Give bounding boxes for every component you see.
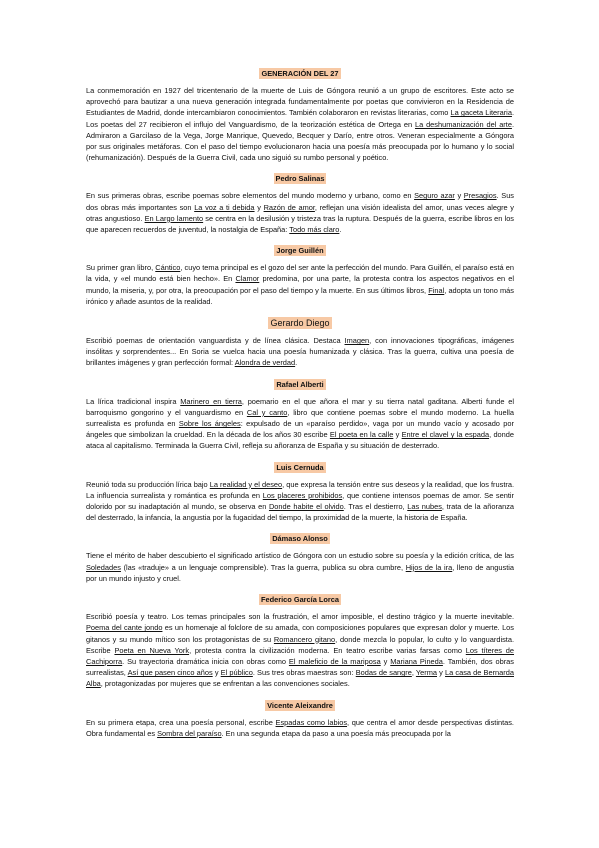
section-heading-jorge-guillen — [86, 245, 514, 257]
section-heading-text: Vicente Aleixandre — [267, 700, 333, 710]
paragraph-text: Reunió toda su producción lírica bajo — [86, 479, 210, 489]
paragraph-text: , trata de la añoranza del desterrado, la infancia, la angustia por la fugacidad del tiempo, la proximidad de la muerte, la historia de España. — [86, 502, 514, 523]
work-title: Romancero gitano — [273, 634, 336, 644]
paragraph-text: , con innovaciones tipográficas, imágenes insólitas y sorprendentes... En Soria se vuelca hacia una poesía humanizada y clásica. Tras la guerra, cultiva una poesía de brillantes imágenes y gran perfección formal: — [86, 336, 514, 368]
paragraph-text: , protesta contra la civilización moderna. En teatro escribe varias farsas como — [189, 645, 466, 655]
work-title: Poeta en Nueva York — [114, 645, 190, 655]
work-title: Las nubes — [407, 502, 442, 512]
section-heading-text: Rafael Alberti — [276, 379, 324, 389]
work-title: Espadas como labios — [275, 717, 348, 727]
paragraph-text: Su primer gran libro, — [86, 263, 156, 273]
section-heading-text: Federico García Lorca — [260, 595, 340, 605]
work-title: La realidad y el deseo — [209, 479, 283, 489]
section-heading-gerardo-diego — [86, 317, 514, 330]
work-title: Bodas de sangre — [355, 668, 412, 678]
work-title: Yerma — [415, 668, 438, 678]
paragraph-text: . — [339, 225, 342, 235]
work-title: Clamor — [235, 274, 260, 284]
section-paragraph-jorge-guillen — [86, 262, 514, 307]
section-paragraph-federico-garcia-lorca — [86, 611, 514, 689]
work-title: Sobre los ángeles — [178, 419, 241, 429]
work-title: Así que pasen cinco años — [127, 668, 213, 678]
work-title: Donde habite el olvido — [268, 502, 344, 512]
paragraph-text: : expulsado de un «paraíso perdido», vaga por un mundo vacío y acosado por ángeles que simbolizan la crueldad. En la década de los años 30 escribe — [86, 419, 514, 440]
work-title: La deshumanización del arte — [414, 119, 512, 129]
paragraph-text: , cuyo tema principal es el gozo del ser ante la perfección del mundo. Para Guillén, el paraíso está en la vida, y «el mundo está bien hecho». En — [86, 263, 514, 284]
section-paragraph-pedro-salinas — [86, 190, 514, 235]
work-title: Alondra de verdad — [234, 358, 296, 368]
section-paragraph-gerardo-diego — [86, 335, 514, 369]
paragraph-text: , que centra el amor desde perspectivas distintas. Obra fundamental es — [86, 717, 514, 738]
paragraph-text: se centra en la desilusión y tristeza tras la ruptura. Después de la guerra, escribe libros en los que aparecen recuerdos de juventud, la nostalgia de España: — [86, 213, 515, 235]
paragraph-text: , protagonizadas por mujeres que se enfrentan a las convenciones sociales. — [100, 679, 350, 689]
work-title: Mariana Pineda — [390, 656, 443, 666]
section-heading-text: GENERACIÓN DEL 27 — [261, 69, 339, 78]
paragraph-text: . También, dos obras surrealistas, — [86, 656, 514, 678]
work-title: Soledades — [86, 562, 121, 572]
work-title: El maleficio de la mariposa — [288, 656, 381, 666]
section-heading-text: Dámaso Alonso — [272, 534, 328, 544]
paragraph-text: es un homenaje al folclore de su amada, con composiciones populares que expresan dolor y muerte. Los gitanos y su mundo mítico son los protagonistas de su — [86, 623, 514, 644]
section-paragraph-vicente-aleixandre — [86, 717, 514, 739]
paragraph-text: . Su trayectoria dramática inicia con obras como — [122, 656, 289, 666]
paragraph-text: , poemario en el que añora el mar y su tierra natal gaditana. Alberti funde el barroquismo gongorino y el vanguardismo en — [86, 396, 514, 417]
paragraph-text: La lírica tradicional inspira — [86, 396, 181, 406]
section-heading-pedro-salinas — [86, 173, 514, 185]
paragraph-text: , que expresa la tensión entre sus deseos y la realidad, que los frustra. La influencia surrealista y romántica es profunda en — [86, 479, 514, 500]
paragraph-text: y — [437, 668, 446, 678]
work-title: Cántico — [155, 263, 181, 273]
document-page — [86, 68, 514, 749]
work-title: La casa de Bernarda Alba — [86, 668, 514, 689]
paragraph-text: , libro que contiene poemas sobre el mundo moderno. La huella surrealista es profunda en — [86, 407, 514, 429]
work-title: Seguro azar — [414, 191, 455, 201]
work-title: Imagen — [344, 336, 370, 346]
work-title: La voz a ti debida — [194, 202, 255, 212]
paragraph-text: . — [295, 358, 298, 368]
section-heading-rafael-alberti — [86, 379, 514, 391]
paragraph-text: y — [393, 430, 402, 440]
section-heading-generacion-del-27 — [86, 68, 514, 80]
paragraph-text: . Los poetas del 27 recibieron el influjo del Vanguardismo, de la teorización estética de Ortega en — [86, 108, 514, 129]
paragraph-text: Escribió poesía y teatro. Los temas principales son la frustración, el amor imposible, el destino trágico y la muerte inevitable. — [86, 612, 514, 622]
section-heading-damaso-alonso — [86, 533, 514, 545]
paragraph-text: . Sus tres obras maestras son: — [252, 668, 356, 678]
paragraph-text: En su primera etapa, crea una poesía personal, escribe — [86, 717, 276, 727]
paragraph-text: y — [454, 191, 464, 201]
work-title: Razón de amor — [263, 202, 315, 212]
section-paragraph-damaso-alonso — [86, 550, 514, 584]
work-title: Sombra del paraíso — [157, 728, 222, 738]
work-title: Final — [428, 285, 445, 295]
paragraph-text: y — [380, 656, 391, 666]
paragraph-text: , donde mezcla lo popular, lo culto y lo vanguardista. Escribe — [86, 634, 515, 655]
paragraph-text: y — [254, 202, 264, 212]
section-heading-text: Luis Cernuda — [276, 462, 324, 472]
paragraph-text: , reflejan una visión idealista del amor, unas veces alegre y otras angustioso. — [86, 202, 515, 223]
paragraph-text: Tiene el mérito de haber descubierto el significado artístico de Góngora con un estudio sobre su poesía y la edición crítica, de las — [86, 551, 514, 561]
work-title: Presagios — [463, 191, 497, 201]
work-title: Poema del cante jondo — [86, 623, 163, 633]
section-paragraph-luis-cernuda — [86, 479, 514, 524]
paragraph-text: , que contiene intensos poemas de amor. Se sentir dolorido por su inadaptación al mundo, se observa en — [86, 490, 514, 512]
section-heading-text: Pedro Salinas — [275, 174, 325, 184]
section-heading-text: Jorge Guillén — [276, 246, 324, 256]
section-heading-text: Gerardo Diego — [270, 318, 330, 329]
paragraph-text: y — [212, 668, 221, 678]
paragraph-text: La conmemoración en 1927 del tricentenario de la muerte de Luis de Góngora reunió a un grupo de escritores. Este acto se aprovechó para bautizar a una nueva generación integrada fundamentalmente por poetas que convivieron en la Residencia de Estudiantes de Madrid, donde intercambiaron conocimientos. También colaboraron en revistas literarias, como — [86, 86, 514, 118]
work-title: Marinero en tierra — [180, 396, 242, 406]
work-title: El poeta en la calle — [329, 430, 394, 440]
work-title: La gaceta Literaria — [450, 108, 512, 118]
work-title: Los títeres de Cachiporra — [86, 645, 515, 666]
paragraph-text: , adopta un tono más irónico y añade asuntos de la realidad. — [86, 285, 514, 306]
section-heading-luis-cernuda — [86, 462, 514, 474]
paragraph-text: , — [411, 668, 416, 678]
paragraph-text: . Sus dos obras más importantes son — [86, 191, 515, 212]
paragraph-text: . Admiraron a Garcilaso de la Vega, Jorge Manrique, Quevedo, Becquer y Darío, entre otros. Veneran especialmente a Góngora por sus originales metáforas. Con el paso del tiempo evolucionaron hacia una poesía más preocupada por lo humano y lo social (rehumanización). Después de la Guerra Civil, cada uno siguió su rumbo personal y poético. — [86, 119, 514, 163]
work-title: Hijos de la ira — [405, 562, 453, 572]
section-heading-vicente-aleixandre — [86, 700, 514, 712]
work-title: Los placeres prohibidos — [262, 490, 343, 500]
paragraph-text: . En una segunda etapa da paso a una poesía más preocupada por la — [221, 728, 451, 738]
paragraph-text: (las «traduje» a un lenguaje comprensible). Tras la guerra, publica su obra cumbre, — [120, 562, 406, 572]
work-title: Entre el clavel y la espada — [401, 430, 490, 440]
paragraph-text: predomina, por una parte, la protesta contra los aspectos negativos en el mundo, la miseria, y, por otra, la preocupación por el paso del tiempo y la muerte. En sus últimos libros, — [86, 274, 514, 295]
section-paragraph-generacion-del-27 — [86, 85, 514, 163]
paragraph-text: , lleno de angustia por un mundo injusto y cruel. — [86, 562, 514, 583]
section-heading-federico-garcia-lorca — [86, 594, 514, 606]
work-title: En Largo lamento — [144, 213, 204, 223]
paragraph-text: En sus primeras obras, escribe poemas sobre elementos del mundo moderno y urbano, como en — [86, 191, 415, 201]
paragraph-text: Escribió poemas de orientación vanguardista y de línea clásica. Destaca — [86, 336, 345, 346]
section-paragraph-rafael-alberti — [86, 396, 514, 452]
work-title: Cal y canto — [246, 407, 288, 417]
work-title: El público — [220, 668, 253, 678]
paragraph-text: , donde ataca al capitalismo. Terminada la Guerra Civil, refleja su añoranza de España y su situación de desterrado. — [86, 430, 514, 451]
work-title: Todo más claro — [289, 225, 340, 235]
paragraph-text: . Tras el destierro, — [343, 502, 408, 512]
